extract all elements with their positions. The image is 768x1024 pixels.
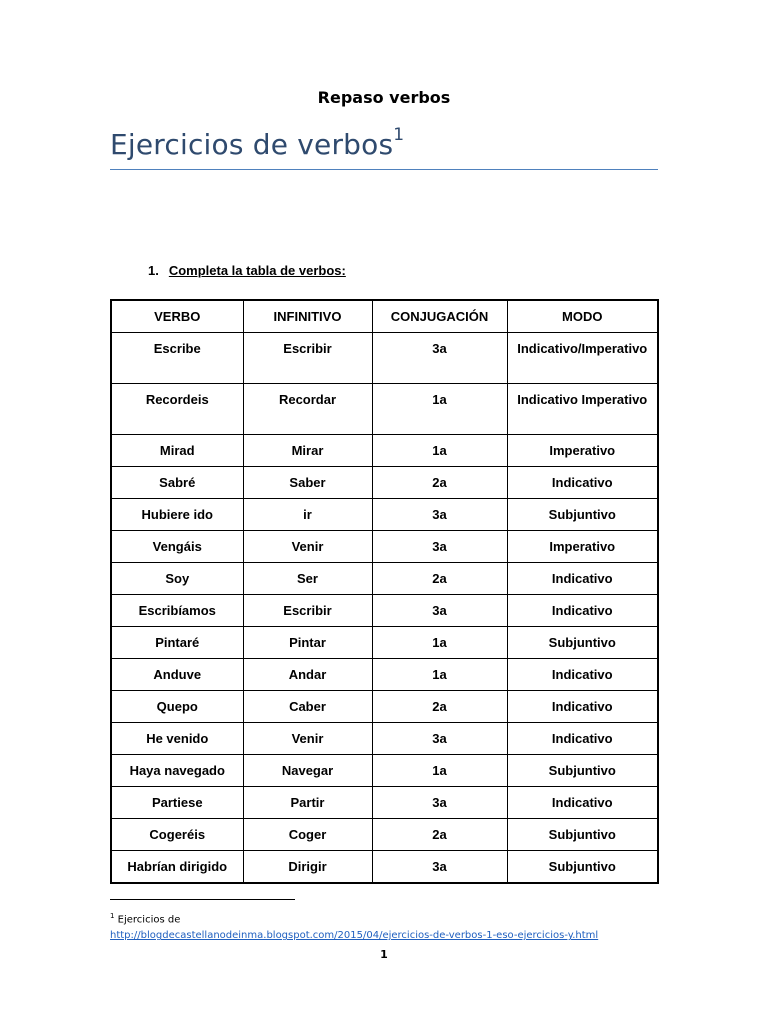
column-header-infinitivo: INFINITIVO: [243, 300, 372, 333]
cell-infinitivo: Pintar: [243, 627, 372, 659]
cell-infinitivo: Mirar: [243, 435, 372, 467]
table-row: [111, 691, 658, 723]
cell-conjugacion: 3a: [372, 531, 507, 563]
cell-conjugacion: 3a: [372, 723, 507, 755]
cell-modo: Indicativo: [507, 723, 658, 755]
cell-infinitivo: Saber: [243, 467, 372, 499]
table-row: [111, 563, 658, 595]
cell-modo: Subjuntivo: [507, 627, 658, 659]
cell-verbo: Vengáis: [111, 531, 243, 563]
cell-conjugacion: 1a: [372, 384, 507, 435]
cell-modo: Indicativo/Imperativo: [507, 333, 658, 384]
table-row: [111, 384, 658, 435]
cell-infinitivo: Caber: [243, 691, 372, 723]
table-row: [111, 851, 658, 884]
cell-modo: Indicativo: [507, 787, 658, 819]
column-header-conjugacion: CONJUGACIÓN: [372, 300, 507, 333]
cell-modo: Indicativo: [507, 467, 658, 499]
cell-conjugacion: 3a: [372, 333, 507, 384]
cell-conjugacion: 1a: [372, 659, 507, 691]
page-heading: [110, 124, 405, 161]
cell-verbo: Pintaré: [111, 627, 243, 659]
cell-conjugacion: 1a: [372, 627, 507, 659]
exercise-instruction: [148, 263, 346, 278]
cell-modo: Imperativo: [507, 435, 658, 467]
heading-underline: [110, 169, 658, 170]
cell-verbo: Habrían dirigido: [111, 851, 243, 884]
cell-infinitivo: Recordar: [243, 384, 372, 435]
cell-verbo: Partiese: [111, 787, 243, 819]
cell-conjugacion: 2a: [372, 819, 507, 851]
cell-modo: Indicativo: [507, 595, 658, 627]
verb-table: [110, 299, 659, 884]
cell-infinitivo: Ser: [243, 563, 372, 595]
footnote-link[interactable]: http://blogdecastellanodeinma.blogspot.com/2015/04/ejercicios-de-verbos-1-eso-ejercicios-y.html: [110, 930, 599, 942]
cell-conjugacion: 1a: [372, 435, 507, 467]
table-row: [111, 755, 658, 787]
column-header-modo: MODO: [507, 300, 658, 333]
heading-text: Ejercicios de verbos: [110, 128, 394, 161]
exercise-number: 1.: [148, 263, 159, 278]
cell-conjugacion: 3a: [372, 595, 507, 627]
cell-conjugacion: 3a: [372, 499, 507, 531]
table-row: [111, 819, 658, 851]
page-number: 1: [380, 948, 388, 961]
table-header-row: [111, 300, 658, 333]
cell-verbo: Escribe: [111, 333, 243, 384]
cell-modo: Indicativo: [507, 691, 658, 723]
footnote: [110, 908, 598, 944]
cell-infinitivo: Escribir: [243, 595, 372, 627]
cell-modo: Subjuntivo: [507, 851, 658, 884]
cell-infinitivo: Venir: [243, 531, 372, 563]
table-row: [111, 467, 658, 499]
cell-verbo: Escribíamos: [111, 595, 243, 627]
cell-infinitivo: Navegar: [243, 755, 372, 787]
cell-modo: Imperativo: [507, 531, 658, 563]
table-row: [111, 531, 658, 563]
cell-conjugacion: 2a: [372, 563, 507, 595]
cell-infinitivo: Dirigir: [243, 851, 372, 884]
cell-conjugacion: 2a: [372, 691, 507, 723]
cell-modo: Subjuntivo: [507, 755, 658, 787]
cell-conjugacion: 3a: [372, 787, 507, 819]
document-header: Repaso verbos: [317, 88, 451, 107]
footnote-separator: [110, 899, 295, 900]
cell-verbo: Mirad: [111, 435, 243, 467]
verb-table-body: [111, 333, 658, 884]
cell-conjugacion: 2a: [372, 467, 507, 499]
cell-infinitivo: Partir: [243, 787, 372, 819]
cell-verbo: Recordeis: [111, 384, 243, 435]
cell-modo: Subjuntivo: [507, 499, 658, 531]
cell-verbo: Quepo: [111, 691, 243, 723]
footnote-text: Ejercicios de: [117, 914, 181, 926]
cell-infinitivo: ir: [243, 499, 372, 531]
footnote-reference[interactable]: 1: [393, 124, 405, 145]
cell-infinitivo: Coger: [243, 819, 372, 851]
exercise-label: Completa la tabla de verbos:: [168, 263, 346, 278]
table-row: [111, 627, 658, 659]
table-row: [111, 595, 658, 627]
cell-verbo: Sabré: [111, 467, 243, 499]
cell-modo: Indicativo: [507, 563, 658, 595]
table-row: [111, 723, 658, 755]
cell-verbo: Hubiere ido: [111, 499, 243, 531]
table-row: [111, 787, 658, 819]
cell-modo: Indicativo: [507, 659, 658, 691]
footnote-marker: 1: [110, 912, 115, 920]
cell-verbo: Cogeréis: [111, 819, 243, 851]
cell-infinitivo: Venir: [243, 723, 372, 755]
cell-verbo: Haya navegado: [111, 755, 243, 787]
cell-infinitivo: Escribir: [243, 333, 372, 384]
table-row: [111, 499, 658, 531]
cell-conjugacion: 3a: [372, 851, 507, 884]
cell-verbo: Anduve: [111, 659, 243, 691]
cell-modo: Subjuntivo: [507, 819, 658, 851]
table-row: [111, 435, 658, 467]
table-row: [111, 333, 658, 384]
cell-verbo: Soy: [111, 563, 243, 595]
cell-conjugacion: 1a: [372, 755, 507, 787]
table-row: [111, 659, 658, 691]
cell-modo: Indicativo Imperativo: [507, 384, 658, 435]
column-header-verbo: VERBO: [111, 300, 243, 333]
cell-infinitivo: Andar: [243, 659, 372, 691]
cell-verbo: He venido: [111, 723, 243, 755]
